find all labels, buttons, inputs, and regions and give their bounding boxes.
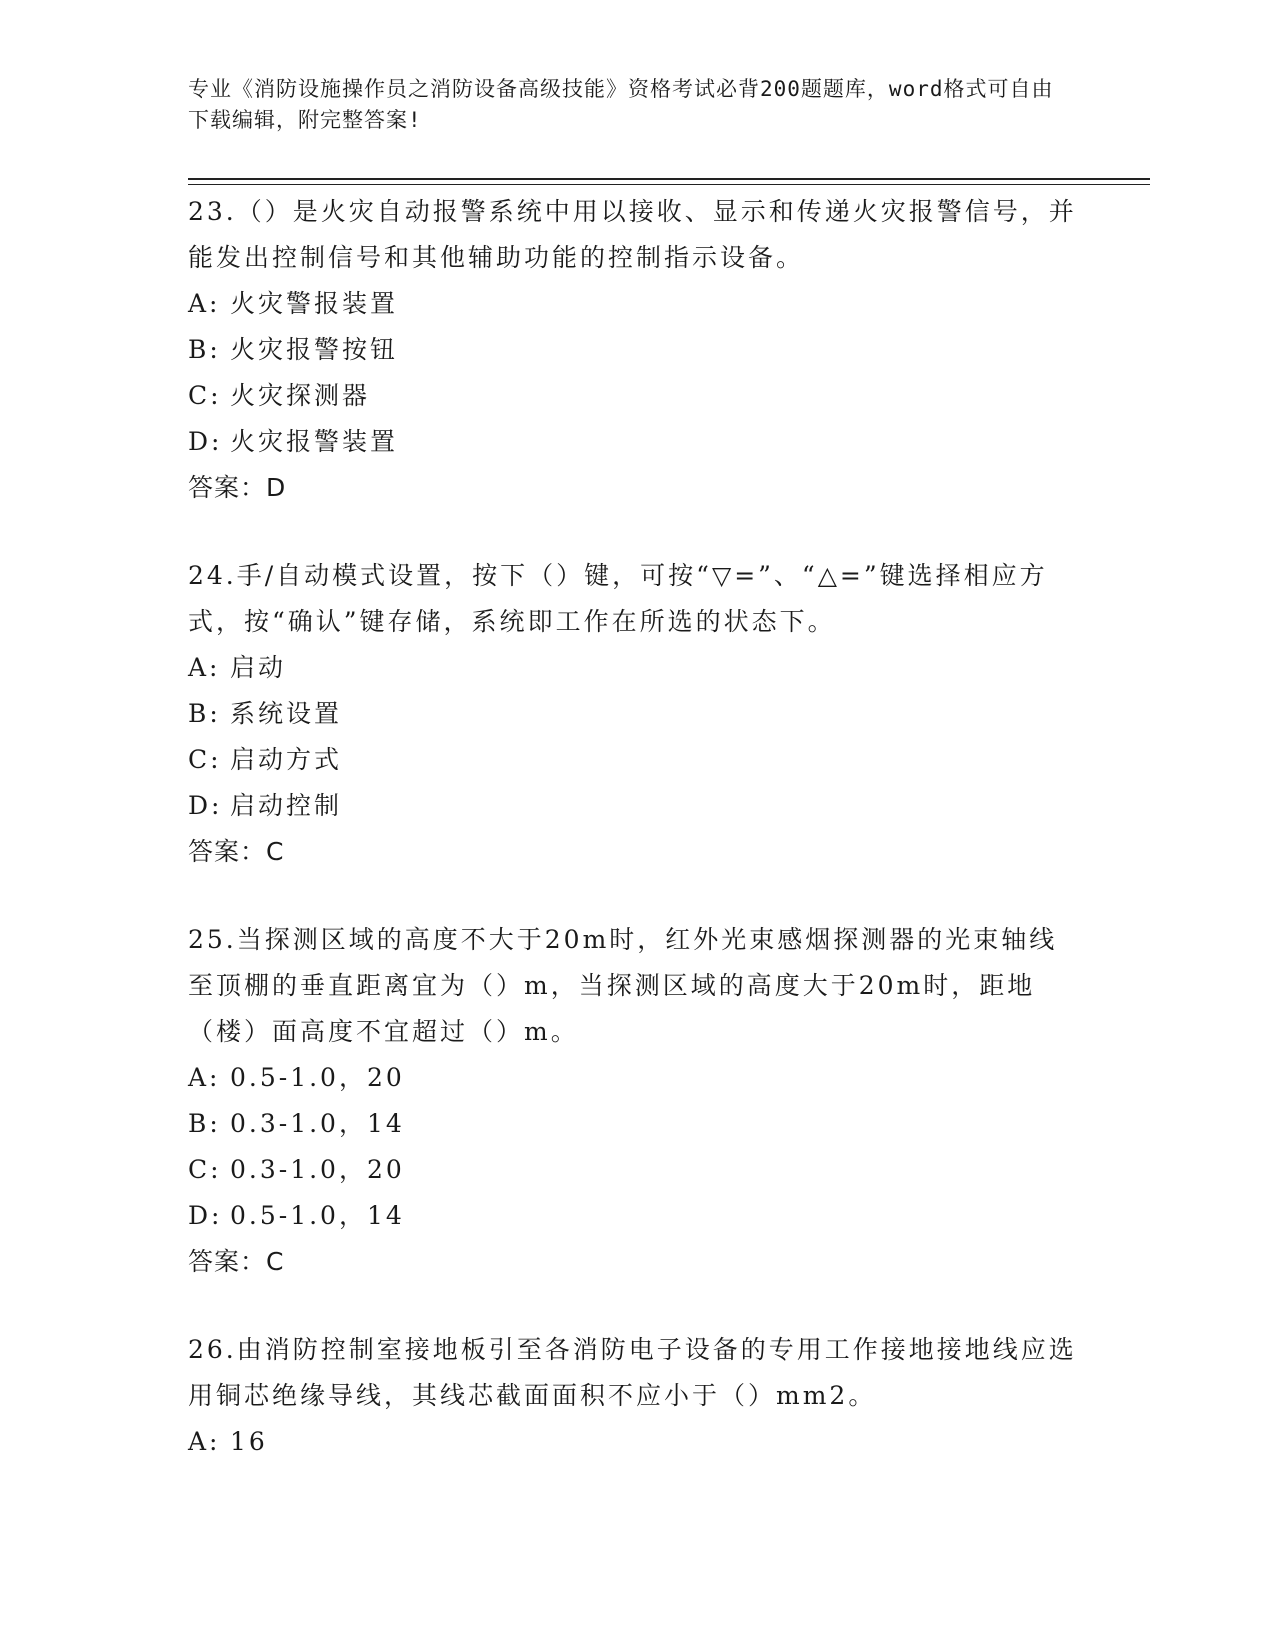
option-a [188,1055,1078,1101]
option-b [188,1101,1078,1147]
option-text: 火灾报警装置 [230,427,399,456]
option-letter: D: [188,1201,223,1230]
option-text: 0.5-1.0，14 [230,1201,405,1230]
option-d [188,1193,1078,1239]
option-text: 启动控制 [230,791,343,820]
answer-line: 答案：C [188,837,285,866]
question-list [188,189,1078,1507]
option-text: 0.5-1.0，20 [230,1063,405,1092]
option-letter: B: [188,335,221,364]
option-letter: C: [188,1155,222,1184]
option-b [188,691,1078,737]
question-stem: 25.当探测区域的高度不大于20m时，红外光束感烟探测器的光束轴线至顶棚的垂直距离宜为（）m，当探测区域的高度大于20m时，距地（楼）面高度不宜超过（）m。 [188,925,1058,1046]
option-letter: A: [188,289,221,318]
option-b [188,327,1078,373]
answer-line: 答案：C [188,1247,285,1276]
question-stem: 24.手/自动模式设置，按下（）键，可按“▽=”、“△=”键选择相应方式，按“确认”键存储，系统即工作在所选的状态下。 [188,561,1048,636]
option-a [188,645,1078,691]
option-text: 火灾探测器 [230,381,371,410]
question-24 [188,553,1078,875]
option-text: 0.3-1.0，14 [230,1109,405,1138]
option-text: 火灾报警按钮 [230,335,399,364]
answer-line: 答案：D [188,473,287,502]
header-divider-thin [188,184,1150,185]
question-26 [188,1327,1078,1465]
option-a [188,281,1078,327]
option-letter: C: [188,381,222,410]
question-stem: 26.由消防控制室接地板引至各消防电子设备的专用工作接地接地线应选用铜芯绝缘导线，其线芯截面面积不应小于（）mm2。 [188,1335,1077,1410]
option-text: 启动 [230,653,287,682]
option-letter: B: [188,1109,221,1138]
option-a [188,1419,1078,1465]
option-text: 系统设置 [230,699,343,728]
option-letter: B: [188,699,221,728]
option-letter: A: [188,1427,221,1456]
document-header: 专业《消防设施操作员之消防设备高级技能》资格考试必背200题题库，word格式可自由下载编辑，附完整答案! [188,77,1054,132]
option-d [188,419,1078,465]
header-divider-thick [188,178,1150,180]
option-text: 0.3-1.0，20 [230,1155,405,1184]
option-letter: D: [188,427,223,456]
option-c [188,737,1078,783]
question-25 [188,917,1078,1285]
option-letter: C: [188,745,222,774]
option-letter: A: [188,1063,221,1092]
question-23 [188,189,1078,511]
option-d [188,783,1078,829]
option-letter: A: [188,653,221,682]
option-c [188,373,1078,419]
option-text: 火灾警报装置 [230,289,399,318]
option-c [188,1147,1078,1193]
option-text: 16 [230,1427,268,1456]
option-letter: D: [188,791,223,820]
option-text: 启动方式 [230,745,343,774]
question-stem: 23.（）是火灾自动报警系统中用以接收、显示和传递火灾报警信号，并能发出控制信号和其他辅助功能的控制指示设备。 [188,197,1077,272]
